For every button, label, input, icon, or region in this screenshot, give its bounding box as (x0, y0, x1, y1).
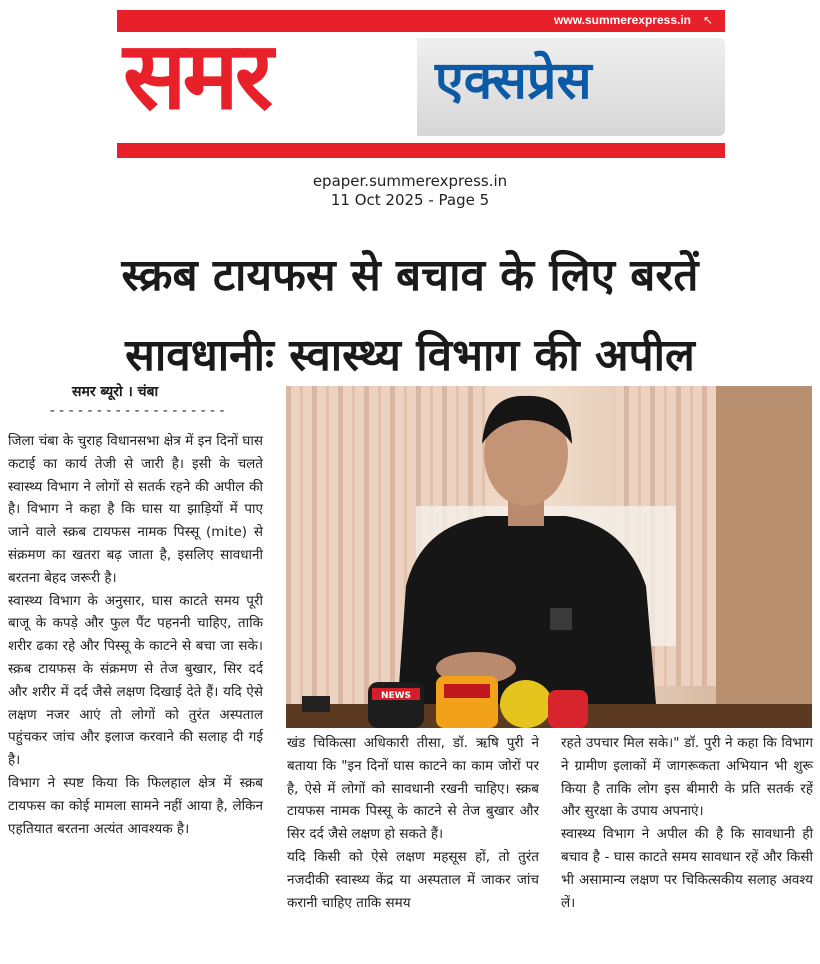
mic-flag (444, 684, 490, 698)
byline-divider: ------------------- (48, 403, 228, 419)
article-paragraph: खंड चिकित्सा अधिकारी तीसा, डॉ. ऋषि पुरी ने बताया कि "इन दिनों घास काटने का काम जोरों पर है, ऐसे में लोगों को सावधानी रखनी चाहिए। स्क्रब टायफस नामक पिस्सू के काटने से तेज बुखार और सिर दर्द जैसे लक्षण हो सकते हैं। (287, 735, 539, 843)
byline: समर ब्यूरो । चंबा (72, 384, 159, 400)
article-column-2 (287, 732, 539, 914)
mic-icon (436, 676, 498, 728)
article-column-3 (561, 732, 813, 914)
article-paragraph: रहते उपचार मिल सके।" डॉ. पुरी ने कहा कि विभाग ने ग्रामीण इलाकों में जागरूकता अभियान भी शुरू किया है ताकि लोग इस बीमारी के प्रति सतर्क रहें और सुरक्षा के उपाय अपनाएं। (561, 735, 813, 820)
cursor-arrow-icon: ↖ (702, 13, 713, 27)
masthead-logo (117, 10, 725, 158)
edition-date-page: 11 Oct 2025 - Page 5 (330, 191, 490, 209)
photo-illustration (286, 386, 812, 728)
mic-label: NEWS (380, 691, 412, 701)
article-paragraph: विभाग ने स्पष्ट किया कि फिलहाल क्षेत्र में स्क्रब टायफस का कोई मामला सामने नहीं आया है, लेकिन एहतियात बरतना अत्यंत आवश्यक है। (8, 774, 263, 837)
red-mic-icon (548, 690, 588, 728)
article-paragraph: जिला चंबा के चुराह विधानसभा क्षेत्र में इन दिनों घास कटाई का कार्य तेजी से जारी है। इसी के चलते स्वास्थ्य विभाग ने लोगों से सतर्क रहने की अपील की है। विभाग ने कहा है कि घास या झाड़ियों में पाए जाने वाले स्क्रब टायफस नामक पिस्सू (mite) से संक्रमण का खतरा बढ़ जाता है, इसलिए सावधानी बरतना बेहद जरूरी है। (8, 433, 263, 586)
masthead-bottom-bar (117, 143, 725, 158)
wooden-wall (716, 386, 812, 728)
article-paragraph: स्वास्थ्य विभाग के अनुसार, घास काटते समय पूरी बाजू के कपड़े और फुल पैंट पहननी चाहिए, ताकि शरीर ढका रहे और पिस्सू के काटने से बचा जा सके। स्क्रब टायफस के संक्रमण से तेज बुखार, सिर दर्द और शरीर में दर्द जैसे लक्षण दिखाई देते हैं। यदि ऐसे लक्षण नजर आएं तो लोगों को तुरंत अस्पताल पहुंचकर जांच और इलाज करवाने की सलाह दी गई है। (8, 592, 263, 769)
headline-line-1: स्क्रब टायफस से बचाव के लिए बरतें (121, 250, 699, 301)
masthead-title-sub: एक्सप्रेस (435, 51, 592, 111)
headline-line-2: सावधानीः स्वास्थ्य विभाग की अपील (125, 330, 695, 381)
yellow-mic-icon (500, 680, 552, 728)
article-paragraph: यदि किसी को ऐसे लक्षण महसूस हों, तो तुरंत नजदीकी स्वास्थ्य केंद्र या अस्पताल में जाकर जांच करानी चाहिए ताकि समय (287, 848, 539, 911)
edition-info (0, 172, 820, 210)
headline (0, 236, 820, 396)
edition-site[interactable]: epaper.summerexpress.in (312, 172, 508, 190)
article-column-1 (8, 430, 263, 840)
shirt-logo-icon (550, 608, 572, 630)
masthead-title-main: समर (123, 22, 270, 131)
small-device-icon (302, 696, 330, 712)
masthead-url[interactable]: www.summerexpress.in (554, 13, 691, 27)
press-conference-photo (286, 386, 812, 728)
article-paragraph: स्वास्थ्य विभाग ने अपील की है कि सावधानी ही बचाव है - घास काटते समय सावधान रहें और किसी भी असामान्य लक्षण पर चिकित्सकीय सलाह अवश्य लें। (561, 826, 813, 911)
